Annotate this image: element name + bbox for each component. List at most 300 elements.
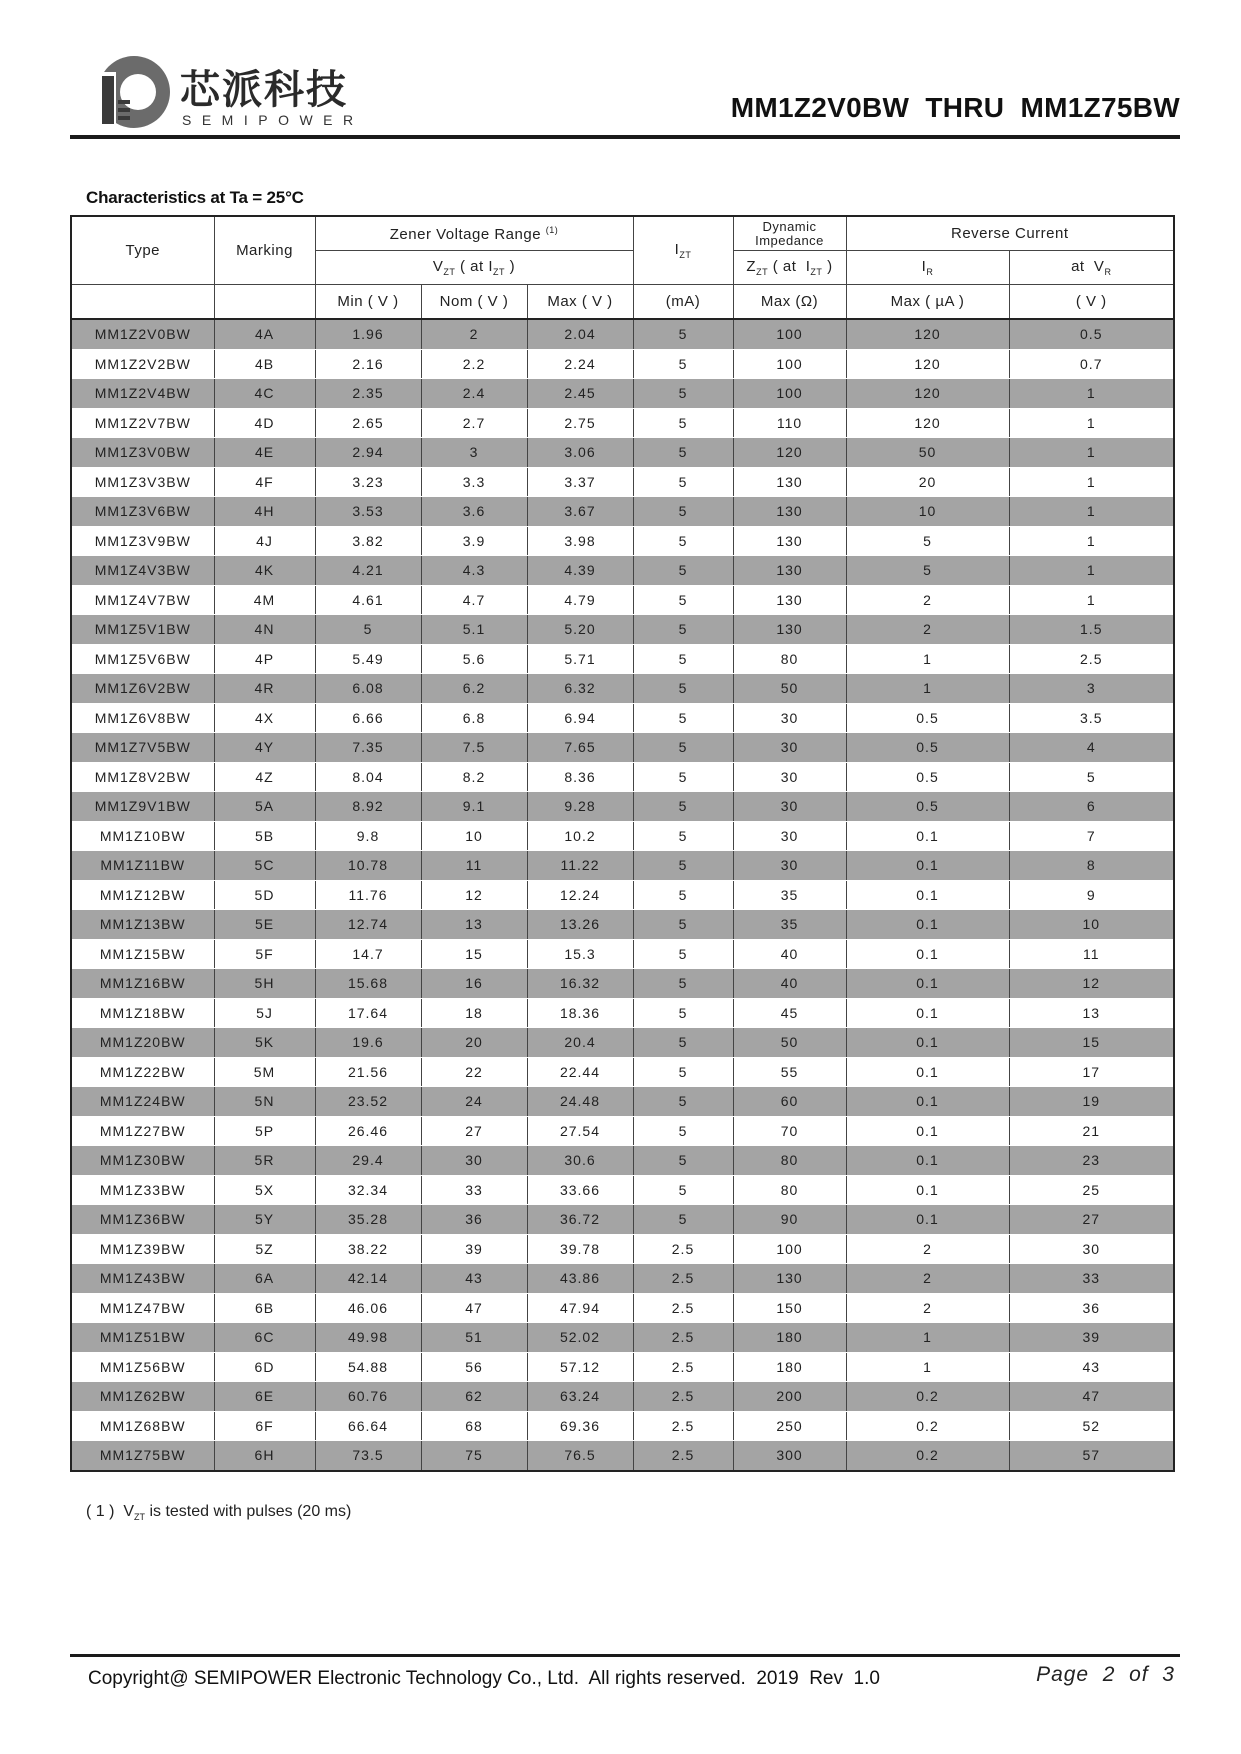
cell-vz-nom: 3.3 (421, 467, 527, 497)
cell-izt: 5 (633, 438, 733, 468)
cell-vz-max: 18.36 (527, 998, 633, 1028)
cell-marking: 4E (214, 438, 315, 468)
cell-vz-max: 6.32 (527, 674, 633, 704)
cell-vz-max: 4.39 (527, 556, 633, 586)
cell-marking: 4P (214, 644, 315, 674)
header-rule (70, 135, 1180, 139)
cell-ir-max: 20 (846, 467, 1009, 497)
cell-zzt-max: 30 (733, 792, 846, 822)
cell-ir-max: 5 (846, 526, 1009, 556)
cell-vz-min: 66.64 (315, 1411, 421, 1441)
cell-zzt-max: 30 (733, 821, 846, 851)
cell-zzt-max: 250 (733, 1411, 846, 1441)
cell-vz-min: 17.64 (315, 998, 421, 1028)
cell-vr: 3 (1009, 674, 1174, 704)
cell-izt: 5 (633, 1028, 733, 1058)
page-number: Page 2 of 3 (1036, 1663, 1175, 1686)
table-row (71, 526, 1174, 556)
cell-type: MM1Z36BW (71, 1205, 214, 1235)
cell-vz-min: 4.21 (315, 556, 421, 586)
table-row (71, 349, 1174, 379)
cell-type: MM1Z5V1BW (71, 615, 214, 645)
cell-izt: 2.5 (633, 1441, 733, 1471)
table-row (71, 644, 1174, 674)
cell-marking: 6A (214, 1264, 315, 1294)
cell-vz-nom: 12 (421, 880, 527, 910)
cell-izt: 5 (633, 379, 733, 409)
table-row (71, 1234, 1174, 1264)
cell-izt: 5 (633, 1087, 733, 1117)
cell-vr: 1 (1009, 438, 1174, 468)
cell-ir-max: 10 (846, 497, 1009, 527)
cell-marking: 5F (214, 939, 315, 969)
cell-vz-max: 39.78 (527, 1234, 633, 1264)
page-header (70, 50, 1180, 140)
cell-vz-nom: 56 (421, 1352, 527, 1382)
cell-marking: 4A (214, 319, 315, 349)
cell-ir-max: 0.5 (846, 792, 1009, 822)
cell-zzt-max: 180 (733, 1323, 846, 1353)
cell-type: MM1Z15BW (71, 939, 214, 969)
table-row (71, 851, 1174, 881)
cell-marking: 5X (214, 1175, 315, 1205)
cell-zzt-max: 150 (733, 1293, 846, 1323)
cell-marking: 4Y (214, 733, 315, 763)
cell-marking: 5J (214, 998, 315, 1028)
cell-vz-min: 73.5 (315, 1441, 421, 1471)
cell-vr: 1 (1009, 408, 1174, 438)
table-row (71, 1441, 1174, 1471)
cell-vz-min: 8.04 (315, 762, 421, 792)
cell-type: MM1Z24BW (71, 1087, 214, 1117)
cell-izt: 5 (633, 703, 733, 733)
cell-ir-max: 0.1 (846, 969, 1009, 999)
cell-ir-max: 2 (846, 1264, 1009, 1294)
cell-vz-max: 3.06 (527, 438, 633, 468)
table-row (71, 585, 1174, 615)
cell-type: MM1Z11BW (71, 851, 214, 881)
cell-type: MM1Z18BW (71, 998, 214, 1028)
cell-izt: 5 (633, 585, 733, 615)
cell-izt: 2.5 (633, 1293, 733, 1323)
cell-ir-max: 5 (846, 556, 1009, 586)
cell-zzt-max: 130 (733, 556, 846, 586)
cell-zzt-max: 180 (733, 1352, 846, 1382)
cell-vz-min: 23.52 (315, 1087, 421, 1117)
cell-marking: 6H (214, 1441, 315, 1471)
header-max: Max ( V ) (527, 285, 633, 320)
cell-marking: 5Y (214, 1205, 315, 1235)
cell-marking: 5N (214, 1087, 315, 1117)
cell-vz-max: 43.86 (527, 1264, 633, 1294)
cell-vz-min: 4.61 (315, 585, 421, 615)
cell-type: MM1Z20BW (71, 1028, 214, 1058)
cell-marking: 4K (214, 556, 315, 586)
cell-ir-max: 0.2 (846, 1441, 1009, 1471)
cell-zzt-max: 45 (733, 998, 846, 1028)
cell-zzt-max: 120 (733, 438, 846, 468)
cell-izt: 5 (633, 615, 733, 645)
cell-vz-min: 3.23 (315, 467, 421, 497)
footnote: ( 1 ) $V_{ZT}$ is tested with pulses (20 ms) (86, 1503, 352, 1523)
cell-vr: 57 (1009, 1441, 1174, 1471)
cell-ir-max: 0.1 (846, 910, 1009, 940)
cell-vz-nom: 43 (421, 1264, 527, 1294)
cell-vz-min: 5 (315, 615, 421, 645)
table-row (71, 1323, 1174, 1353)
cell-type: MM1Z6V8BW (71, 703, 214, 733)
cell-ir-max: 0.1 (846, 851, 1009, 881)
cell-zzt-max: 130 (733, 585, 846, 615)
cell-vz-max: 27.54 (527, 1116, 633, 1146)
cell-type: MM1Z12BW (71, 880, 214, 910)
cell-vr: 9 (1009, 880, 1174, 910)
cell-vz-min: 3.82 (315, 526, 421, 556)
cell-vz-max: 6.94 (527, 703, 633, 733)
cell-zzt-max: 50 (733, 1028, 846, 1058)
table-row (71, 1146, 1174, 1176)
table-row (71, 408, 1174, 438)
cell-izt: 2.5 (633, 1382, 733, 1412)
cell-izt: 5 (633, 1146, 733, 1176)
cell-vz-max: 11.22 (527, 851, 633, 881)
table-row (71, 438, 1174, 468)
header-zener-voltage-range: Zener Voltage Range $^{(1)}$ (315, 216, 633, 251)
cell-vz-nom: 36 (421, 1205, 527, 1235)
cell-ir-max: 120 (846, 379, 1009, 409)
cell-zzt-max: 130 (733, 467, 846, 497)
table-row (71, 1352, 1174, 1382)
cell-vz-nom: 6.2 (421, 674, 527, 704)
cell-vz-min: 2.35 (315, 379, 421, 409)
cell-vz-nom: 13 (421, 910, 527, 940)
cell-vz-min: 26.46 (315, 1116, 421, 1146)
cell-vz-nom: 75 (421, 1441, 527, 1471)
cell-vz-nom: 22 (421, 1057, 527, 1087)
cell-vr: 25 (1009, 1175, 1174, 1205)
table-row (71, 1205, 1174, 1235)
cell-zzt-max: 100 (733, 319, 846, 349)
cell-vz-min: 38.22 (315, 1234, 421, 1264)
table-row (71, 319, 1174, 349)
cell-vz-nom: 62 (421, 1382, 527, 1412)
cell-type: MM1Z4V3BW (71, 556, 214, 586)
header-izt-unit: (mA) (633, 285, 733, 320)
cell-type: MM1Z39BW (71, 1234, 214, 1264)
cell-zzt-max: 80 (733, 1175, 846, 1205)
cell-marking: 5E (214, 910, 315, 940)
cell-vz-min: 3.53 (315, 497, 421, 527)
cell-izt: 5 (633, 880, 733, 910)
cell-ir-max: 2 (846, 1234, 1009, 1264)
cell-izt: 5 (633, 939, 733, 969)
cell-vr: 8 (1009, 851, 1174, 881)
cell-ir-max: 1 (846, 1323, 1009, 1353)
cell-ir-max: 0.1 (846, 939, 1009, 969)
cell-vz-min: 14.7 (315, 939, 421, 969)
table-row (71, 1057, 1174, 1087)
cell-type: MM1Z47BW (71, 1293, 214, 1323)
cell-vz-max: 3.67 (527, 497, 633, 527)
cell-ir-max: 120 (846, 408, 1009, 438)
cell-vz-min: 2.94 (315, 438, 421, 468)
table-row (71, 939, 1174, 969)
section-title: Characteristics at Ta = 25°C (86, 188, 304, 207)
cell-vr: 1 (1009, 379, 1174, 409)
header-zzt-unit: Max (Ω) (733, 285, 846, 320)
cell-vz-max: 9.28 (527, 792, 633, 822)
header-dynamic-impedance: Dynamic Impedance (733, 216, 846, 251)
cell-vr: 43 (1009, 1352, 1174, 1382)
cell-vr: 36 (1009, 1293, 1174, 1323)
header-ir-unit: Max ( µA ) (846, 285, 1009, 320)
cell-vz-max: 15.3 (527, 939, 633, 969)
cell-type: MM1Z16BW (71, 969, 214, 999)
cell-vz-nom: 10 (421, 821, 527, 851)
table-row (71, 792, 1174, 822)
cell-marking: 5P (214, 1116, 315, 1146)
cell-ir-max: 0.1 (846, 880, 1009, 910)
cell-vz-max: 69.36 (527, 1411, 633, 1441)
cell-izt: 5 (633, 851, 733, 881)
cell-izt: 2.5 (633, 1411, 733, 1441)
cell-type: MM1Z33BW (71, 1175, 214, 1205)
cell-zzt-max: 130 (733, 615, 846, 645)
cell-marking: 4J (214, 526, 315, 556)
cell-vz-max: 5.20 (527, 615, 633, 645)
cell-ir-max: 0.1 (846, 1116, 1009, 1146)
cell-vr: 12 (1009, 969, 1174, 999)
cell-vz-max: 2.45 (527, 379, 633, 409)
table-row (71, 880, 1174, 910)
table-row (71, 703, 1174, 733)
cell-izt: 5 (633, 969, 733, 999)
cell-vz-nom: 3 (421, 438, 527, 468)
cell-type: MM1Z7V5BW (71, 733, 214, 763)
cell-izt: 2.5 (633, 1264, 733, 1294)
cell-vr: 1 (1009, 526, 1174, 556)
cell-vz-nom: 11 (421, 851, 527, 881)
cell-ir-max: 120 (846, 319, 1009, 349)
cell-ir-max: 0.1 (846, 1175, 1009, 1205)
cell-vr: 47 (1009, 1382, 1174, 1412)
cell-ir-max: 0.1 (846, 1146, 1009, 1176)
cell-zzt-max: 200 (733, 1382, 846, 1412)
cell-vz-min: 6.66 (315, 703, 421, 733)
table-row (71, 615, 1174, 645)
cell-type: MM1Z3V9BW (71, 526, 214, 556)
cell-izt: 5 (633, 467, 733, 497)
cell-izt: 5 (633, 556, 733, 586)
cell-marking: 4H (214, 497, 315, 527)
cell-ir-max: 0.1 (846, 998, 1009, 1028)
cell-ir-max: 50 (846, 438, 1009, 468)
cell-vz-min: 1.96 (315, 319, 421, 349)
cell-vr: 1 (1009, 556, 1174, 586)
cell-zzt-max: 50 (733, 674, 846, 704)
cell-vz-min: 9.8 (315, 821, 421, 851)
cell-vz-max: 12.24 (527, 880, 633, 910)
cell-ir-max: 0.5 (846, 733, 1009, 763)
cell-vz-min: 21.56 (315, 1057, 421, 1087)
cell-vz-max: 52.02 (527, 1323, 633, 1353)
header-zzt: $Z_{ZT}$ ( at $I_{ZT}$ ) (733, 251, 846, 285)
cell-type: MM1Z56BW (71, 1352, 214, 1382)
cell-vr: 52 (1009, 1411, 1174, 1441)
cell-vz-min: 11.76 (315, 880, 421, 910)
cell-vz-min: 29.4 (315, 1146, 421, 1176)
cell-marking: 6D (214, 1352, 315, 1382)
header-nom: Nom ( V ) (421, 285, 527, 320)
cell-marking: 4R (214, 674, 315, 704)
table-row (71, 379, 1174, 409)
cell-ir-max: 1 (846, 644, 1009, 674)
cell-vz-nom: 8.2 (421, 762, 527, 792)
cell-type: MM1Z62BW (71, 1382, 214, 1412)
header-ir: $I_R$ (846, 251, 1009, 285)
cell-izt: 5 (633, 821, 733, 851)
cell-izt: 5 (633, 762, 733, 792)
cell-vz-nom: 5.1 (421, 615, 527, 645)
cell-izt: 5 (633, 526, 733, 556)
cell-vz-max: 16.32 (527, 969, 633, 999)
table-row (71, 1028, 1174, 1058)
cell-vz-min: 8.92 (315, 792, 421, 822)
cell-vz-min: 10.78 (315, 851, 421, 881)
cell-zzt-max: 100 (733, 379, 846, 409)
cell-ir-max: 0.1 (846, 1087, 1009, 1117)
cell-marking: 5K (214, 1028, 315, 1058)
cell-vz-min: 42.14 (315, 1264, 421, 1294)
cell-izt: 5 (633, 408, 733, 438)
cell-type: MM1Z2V0BW (71, 319, 214, 349)
cell-vz-nom: 5.6 (421, 644, 527, 674)
cell-vz-max: 47.94 (527, 1293, 633, 1323)
cell-vr: 33 (1009, 1264, 1174, 1294)
cell-zzt-max: 35 (733, 910, 846, 940)
cell-vr: 4 (1009, 733, 1174, 763)
cell-marking: 5B (214, 821, 315, 851)
cell-izt: 5 (633, 1205, 733, 1235)
cell-vz-nom: 15 (421, 939, 527, 969)
cell-vz-max: 3.98 (527, 526, 633, 556)
cell-zzt-max: 30 (733, 851, 846, 881)
cell-vz-nom: 3.6 (421, 497, 527, 527)
table-row (71, 1411, 1174, 1441)
cell-zzt-max: 30 (733, 762, 846, 792)
cell-vz-nom: 7.5 (421, 733, 527, 763)
cell-ir-max: 0.1 (846, 1028, 1009, 1058)
cell-vr: 27 (1009, 1205, 1174, 1235)
cell-type: MM1Z43BW (71, 1264, 214, 1294)
cell-marking: 5R (214, 1146, 315, 1176)
cell-vr: 0.7 (1009, 349, 1174, 379)
cell-vz-nom: 51 (421, 1323, 527, 1353)
cell-vr: 11 (1009, 939, 1174, 969)
cell-izt: 5 (633, 910, 733, 940)
cell-marking: 4C (214, 379, 315, 409)
table-row (71, 762, 1174, 792)
part-range-title: MM1Z2V0BW THRU MM1Z75BW (730, 92, 1180, 123)
cell-marking: 4D (214, 408, 315, 438)
cell-zzt-max: 100 (733, 1234, 846, 1264)
cell-zzt-max: 70 (733, 1116, 846, 1146)
cell-vr: 1.5 (1009, 615, 1174, 645)
cell-type: MM1Z5V6BW (71, 644, 214, 674)
header-type-blank (71, 285, 214, 320)
cell-izt: 5 (633, 733, 733, 763)
cell-vr: 1 (1009, 585, 1174, 615)
header-min: Min ( V ) (315, 285, 421, 320)
cell-type: MM1Z68BW (71, 1411, 214, 1441)
table-row (71, 467, 1174, 497)
cell-vz-nom: 16 (421, 969, 527, 999)
cell-vz-min: 15.68 (315, 969, 421, 999)
cell-izt: 5 (633, 319, 733, 349)
header-marking-blank (214, 285, 315, 320)
cell-vz-max: 2.04 (527, 319, 633, 349)
cell-zzt-max: 130 (733, 526, 846, 556)
cell-vz-nom: 2 (421, 319, 527, 349)
header-vr-unit: ( V ) (1009, 285, 1174, 320)
cell-zzt-max: 130 (733, 497, 846, 527)
cell-vz-nom: 27 (421, 1116, 527, 1146)
cell-vr: 6 (1009, 792, 1174, 822)
cell-vr: 39 (1009, 1323, 1174, 1353)
company-name-en: SEMIPOWER (182, 112, 364, 128)
cell-ir-max: 0.2 (846, 1411, 1009, 1441)
cell-vz-nom: 4.3 (421, 556, 527, 586)
cell-vr: 13 (1009, 998, 1174, 1028)
cell-type: MM1Z3V3BW (71, 467, 214, 497)
cell-izt: 5 (633, 998, 733, 1028)
cell-vz-nom: 18 (421, 998, 527, 1028)
cell-marking: 5M (214, 1057, 315, 1087)
cell-type: MM1Z2V7BW (71, 408, 214, 438)
cell-izt: 2.5 (633, 1352, 733, 1382)
cell-ir-max: 0.5 (846, 762, 1009, 792)
cell-vz-max: 8.36 (527, 762, 633, 792)
cell-zzt-max: 110 (733, 408, 846, 438)
cell-vz-min: 54.88 (315, 1352, 421, 1382)
cell-vz-nom: 24 (421, 1087, 527, 1117)
cell-vr: 1 (1009, 497, 1174, 527)
cell-vz-min: 35.28 (315, 1205, 421, 1235)
cell-vr: 0.5 (1009, 319, 1174, 349)
cell-vz-min: 12.74 (315, 910, 421, 940)
cell-izt: 5 (633, 792, 733, 822)
cell-vz-max: 7.65 (527, 733, 633, 763)
cell-vz-min: 6.08 (315, 674, 421, 704)
semipower-logo-icon (92, 52, 172, 132)
cell-vz-nom: 4.7 (421, 585, 527, 615)
cell-zzt-max: 55 (733, 1057, 846, 1087)
cell-marking: 5Z (214, 1234, 315, 1264)
cell-izt: 5 (633, 674, 733, 704)
cell-vz-min: 19.6 (315, 1028, 421, 1058)
cell-izt: 2.5 (633, 1323, 733, 1353)
cell-vz-min: 2.65 (315, 408, 421, 438)
cell-vr: 10 (1009, 910, 1174, 940)
cell-vz-nom: 68 (421, 1411, 527, 1441)
table-row (71, 969, 1174, 999)
table-row (71, 821, 1174, 851)
cell-vz-nom: 3.9 (421, 526, 527, 556)
cell-izt: 5 (633, 497, 733, 527)
table-row (71, 1175, 1174, 1205)
cell-vz-min: 5.49 (315, 644, 421, 674)
cell-type: MM1Z22BW (71, 1057, 214, 1087)
